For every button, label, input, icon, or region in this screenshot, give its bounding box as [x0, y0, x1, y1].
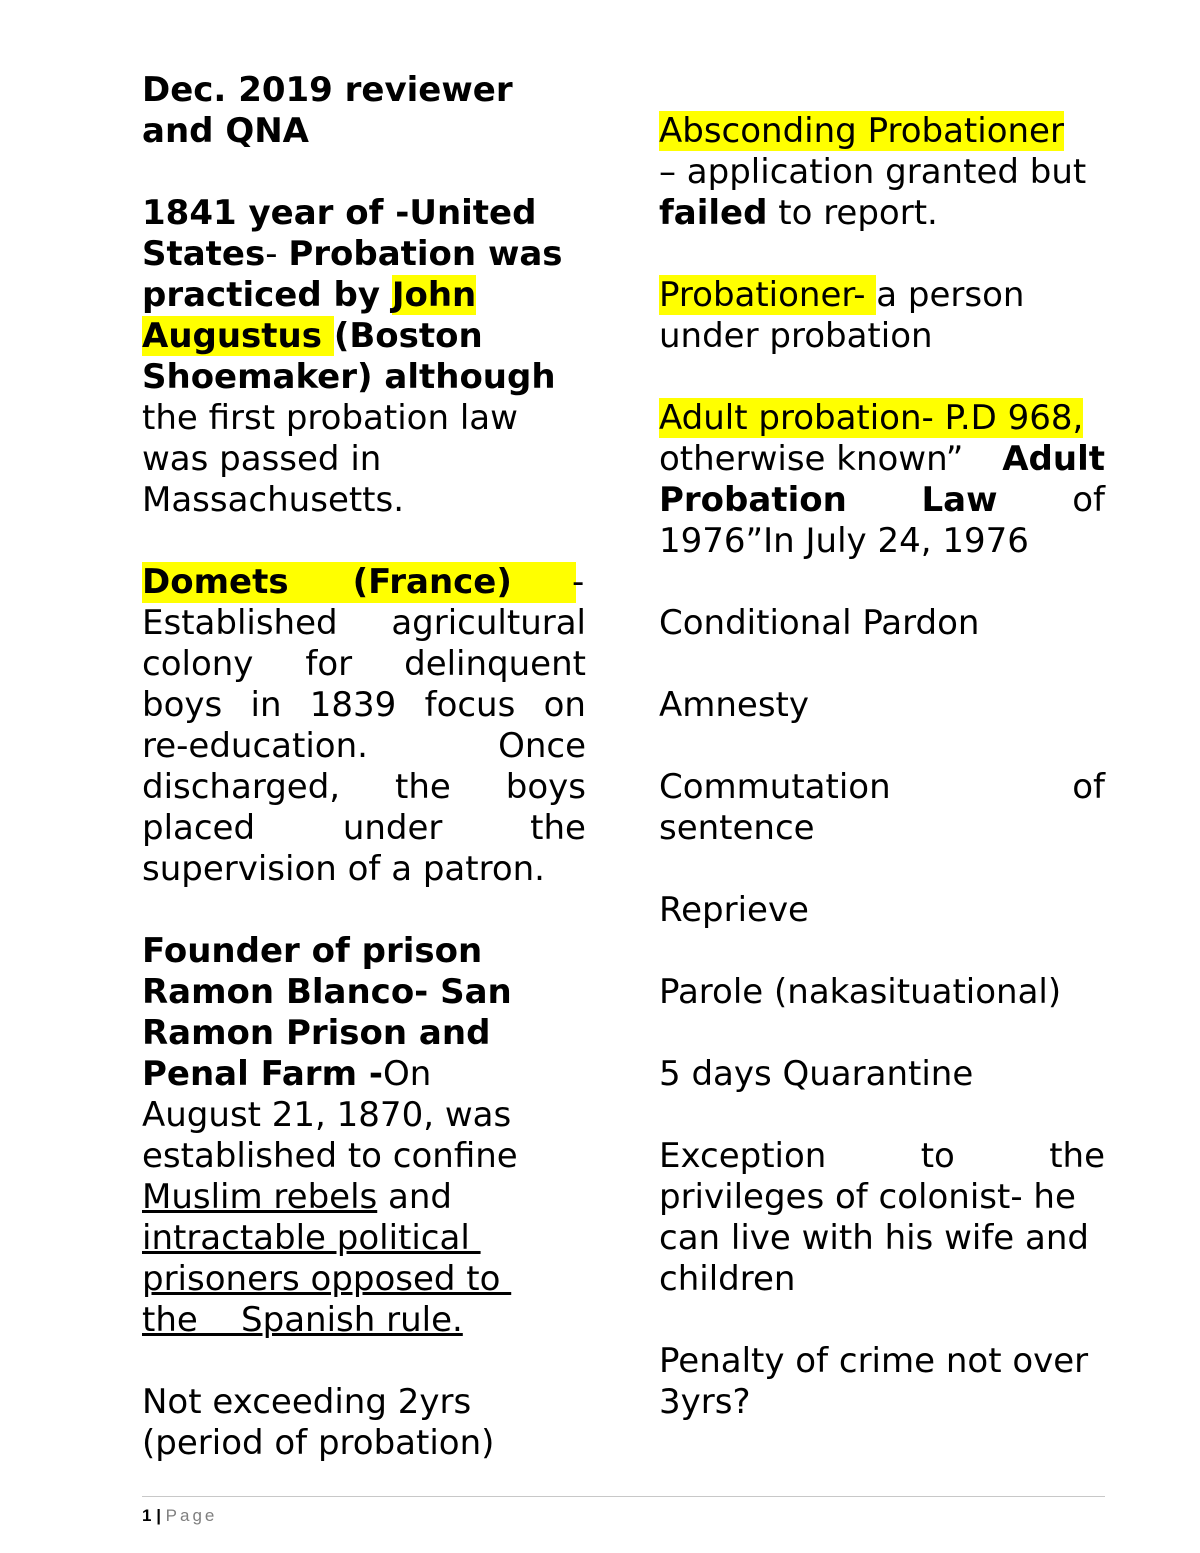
text-line: Ramon Blanco- San [142, 972, 512, 1012]
word: to [920, 1136, 955, 1176]
text-line: under probation [659, 316, 933, 356]
page-number: 1 [142, 1506, 152, 1525]
john-augustus-paragraph [142, 193, 586, 521]
text-line: 1841 year of -United [142, 193, 537, 233]
text-line: 3yrs? [659, 1382, 751, 1422]
text-line: – application granted but [659, 152, 1087, 192]
word: boys [505, 767, 586, 807]
text-line: 5 days Quarantine [659, 1054, 974, 1094]
text-line: supervision of a patron. [142, 849, 545, 889]
text-line: Ramon Prison and [142, 1013, 491, 1053]
word: delinquent [404, 644, 586, 684]
underlined-text: the Spanish rule. [142, 1300, 463, 1340]
left-column [142, 70, 586, 1464]
text-run: - [265, 234, 289, 274]
word: Law [921, 480, 998, 520]
word: of [1072, 480, 1105, 520]
text-run: On [382, 1054, 432, 1094]
word: under [342, 808, 443, 848]
text-run: Penal Farm - [142, 1054, 383, 1094]
text-run: and [377, 1177, 453, 1217]
absconding-paragraph [659, 111, 1105, 234]
footer-divider [142, 1496, 1105, 1497]
word: on [543, 685, 586, 725]
document-title [142, 70, 586, 152]
text-line: Reprieve [659, 890, 809, 930]
underlined-text: Muslim rebels [142, 1177, 378, 1217]
text-line: Not exceeding 2yrs [142, 1382, 472, 1422]
word: the [395, 767, 451, 807]
adult-probation-paragraph [659, 398, 1105, 562]
highlighted-term: Absconding Probationer [659, 111, 1064, 151]
word: agricultural [391, 603, 586, 643]
text-line: Founder of prison [142, 931, 483, 971]
word: of [1072, 767, 1105, 807]
commutation-paragraph [659, 767, 1105, 849]
justified-line [142, 685, 586, 726]
text-run: practiced by [142, 275, 392, 315]
text-line: children [659, 1259, 796, 1299]
period-paragraph [142, 1382, 586, 1464]
text-run: Adult [1002, 439, 1105, 479]
parole-paragraph [659, 972, 1105, 1013]
text-run: to report. [767, 193, 938, 233]
text-run: - [572, 562, 585, 602]
conditional-pardon-paragraph [659, 603, 1105, 644]
founder-paragraph [142, 931, 586, 1341]
highlighted-name: Augustus [142, 316, 334, 356]
word: re-education. [142, 726, 368, 766]
text-line: established to confine [142, 1136, 518, 1176]
title-line: and QNA [142, 111, 309, 151]
word: boys [142, 685, 223, 725]
quarantine-paragraph [659, 1054, 1105, 1095]
reprieve-paragraph [659, 890, 1105, 931]
justified-line [659, 767, 1105, 808]
word: focus [424, 685, 516, 725]
text-line: Massachusetts. [142, 480, 405, 520]
word: the [1049, 1136, 1105, 1176]
underlined-text: intractable political [142, 1218, 481, 1258]
justified-line [142, 603, 586, 644]
text-line: can live with his wife and [659, 1218, 1089, 1258]
highlighted-term: Probationer- [659, 275, 877, 315]
text-line: the first probation law [142, 398, 518, 438]
title-line: Dec. 2019 reviewer [142, 70, 513, 110]
text-line: Penalty of crime not over [659, 1341, 1089, 1381]
justified-line [659, 439, 1105, 480]
highlighted-name: John [391, 275, 477, 315]
amnesty-paragraph [659, 685, 1105, 726]
word: placed [142, 808, 256, 848]
word: Once [498, 726, 586, 766]
word: discharged, [142, 767, 341, 807]
word: 1839 [309, 685, 397, 725]
word: Established [142, 603, 338, 643]
text-run: States [142, 234, 266, 274]
footer-separator: | [151, 1506, 166, 1525]
text-line: 1976”In July 24, 1976 [659, 521, 1029, 561]
penalty-paragraph [659, 1341, 1105, 1423]
text-run: otherwise known” [659, 439, 964, 479]
word: Commutation [659, 767, 891, 807]
justified-line [659, 1136, 1105, 1177]
text-run: Probation was [288, 234, 563, 274]
text-line: was passed in [142, 439, 382, 479]
word: Exception [659, 1136, 827, 1176]
justified-line [142, 726, 586, 767]
text-line: sentence [659, 808, 815, 848]
word: colony [142, 644, 254, 684]
text-line: Conditional Pardon [659, 603, 980, 643]
underlined-text: prisoners opposed to [142, 1259, 512, 1299]
justified-line [142, 644, 586, 685]
text-line: Amnesty [659, 685, 810, 725]
probationer-paragraph [659, 275, 1105, 357]
highlighted-term: Adult probation- P.D 968, [659, 398, 1084, 438]
justified-line [659, 480, 1105, 521]
heading-word: (France) [352, 562, 512, 602]
domets-paragraph [142, 562, 586, 890]
exception-paragraph [659, 1136, 1105, 1300]
justified-line [142, 767, 586, 808]
justified-line [142, 808, 586, 849]
page-label: Page [165, 1506, 218, 1525]
text-run: failed [659, 193, 768, 233]
text-line: Shoemaker) although [142, 357, 556, 397]
page-footer [142, 1506, 217, 1526]
text-line: privileges of colonist- he [659, 1177, 1076, 1217]
word: for [305, 644, 353, 684]
word: Probation [659, 480, 847, 520]
right-column [659, 111, 1105, 1423]
word: in [250, 685, 282, 725]
text-line: (period of probation) [142, 1423, 495, 1463]
word: the [530, 808, 586, 848]
text-run: a person [876, 275, 1025, 315]
heading-word: Domets [142, 562, 289, 602]
domets-heading [142, 562, 576, 603]
text-line: August 21, 1870, was [142, 1095, 512, 1135]
text-line: Parole (nakasituational) [659, 972, 1062, 1012]
text-run: (Boston [333, 316, 483, 356]
